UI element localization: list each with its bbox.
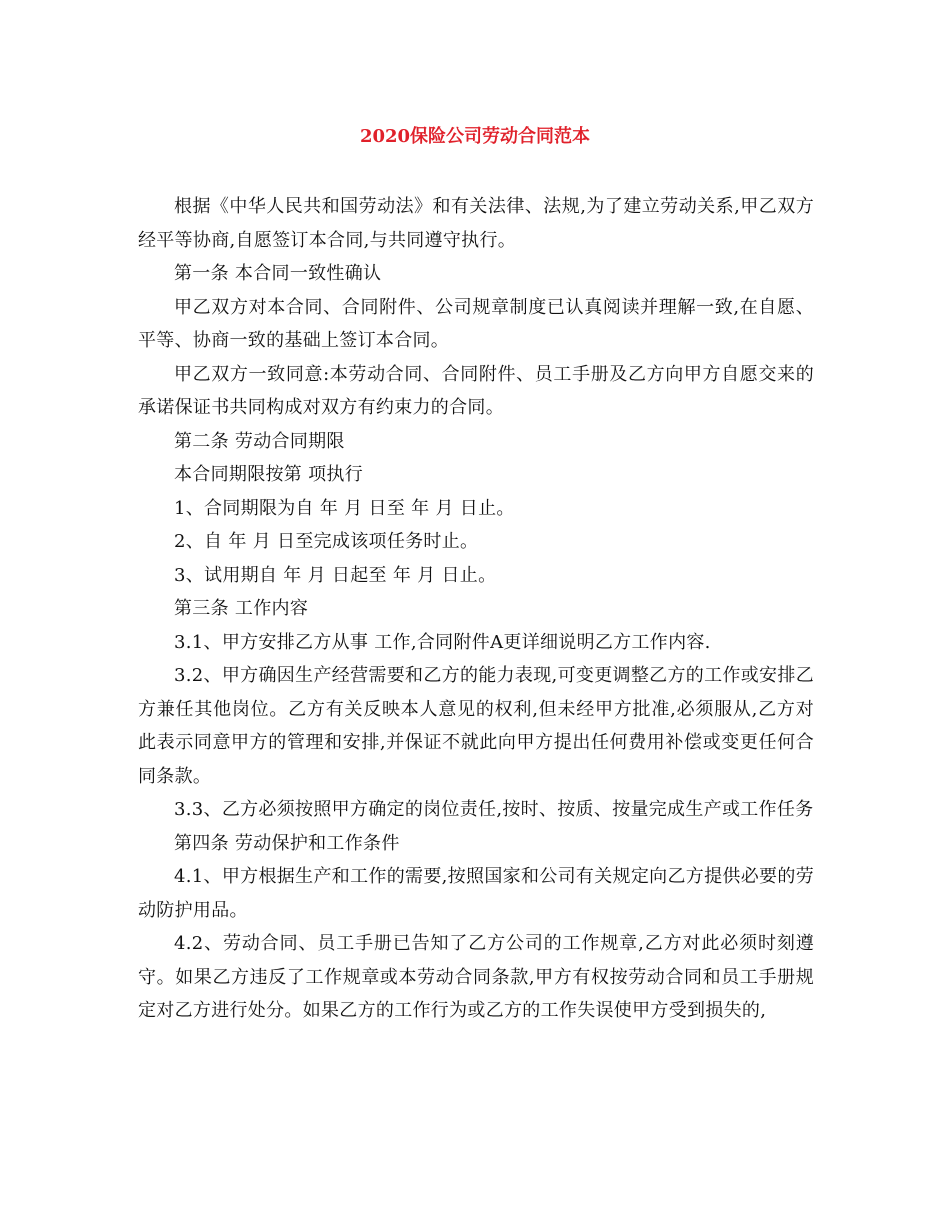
clause-3-1: 3.1、甲方安排乙方从事 工作,合同附件A更详细说明乙方工作内容. [174,631,711,653]
list-item: 3、试用期自 年 月 日起至 年 月 日止。 [174,564,497,586]
article-3-heading: 第三条 工作内容 [174,598,309,619]
clause-3-3: 3.3、乙方必须按照甲方确定的岗位责任,按时、按质、按量完成生产或工作任务 [174,799,814,820]
paragraph: 本合同期限按第 项执行 [174,464,364,485]
paragraph-intro: 根据《中华人民共和国劳动法》和有关法律、法规,为了建立劳动关系,甲乙双方经平等协商,自愿签订本合同,与共同遵守执行。 [138,196,814,251]
article-4-heading: 第四条 劳动保护和工作条件 [174,832,400,854]
paragraph: 甲乙双方一致同意:本劳动合同、合同附件、员工手册及乙方向甲方自愿交来的承诺保证书共同构成对双方有约束力的合同。 [138,363,814,418]
document-title: 2020保险公司劳动合同范本 [359,126,591,147]
clause-4-2: 4.2、劳动合同、员工手册已告知了乙方公司的工作规章,乙方对此必须时刻遵守。如果乙方违反了工作规章或本劳动合同条款,甲方有权按劳动合同和员工手册规定对乙方进行处分。如果乙方的工作行为或乙方的工作失误使甲方受到损失的, [138,933,814,1021]
clause-3-2: 3.2、甲方确因生产经营需要和乙方的能力表现,可变更调整乙方的工作或安排乙方兼任其他岗位。乙方有关反映本人意见的权利,但未经甲方批准,必须服从,乙方对此表示同意甲方的管理和安排,并保证不就此向甲方提出任何费用补偿或变更任何合同条款。 [138,665,814,787]
article-2-heading: 第二条 劳动合同期限 [174,430,345,452]
article-1-heading: 第一条 本合同一致性确认 [174,263,382,284]
paragraph: 甲乙双方对本合同、合同附件、公司规章制度已认真阅读并理解一致,在自愿、平等、协商一致的基础上签订本合同。 [138,296,814,351]
document-body [138,190,814,1028]
list-item: 2、自 年 月 日至完成该项任务时止。 [174,531,479,552]
list-item: 1、合同期限为自 年 月 日至 年 月 日止。 [174,497,515,519]
clause-4-1: 4.1、甲方根据生产和工作的需要,按照国家和公司有关规定向乙方提供必要的劳动防护用品。 [138,866,814,921]
